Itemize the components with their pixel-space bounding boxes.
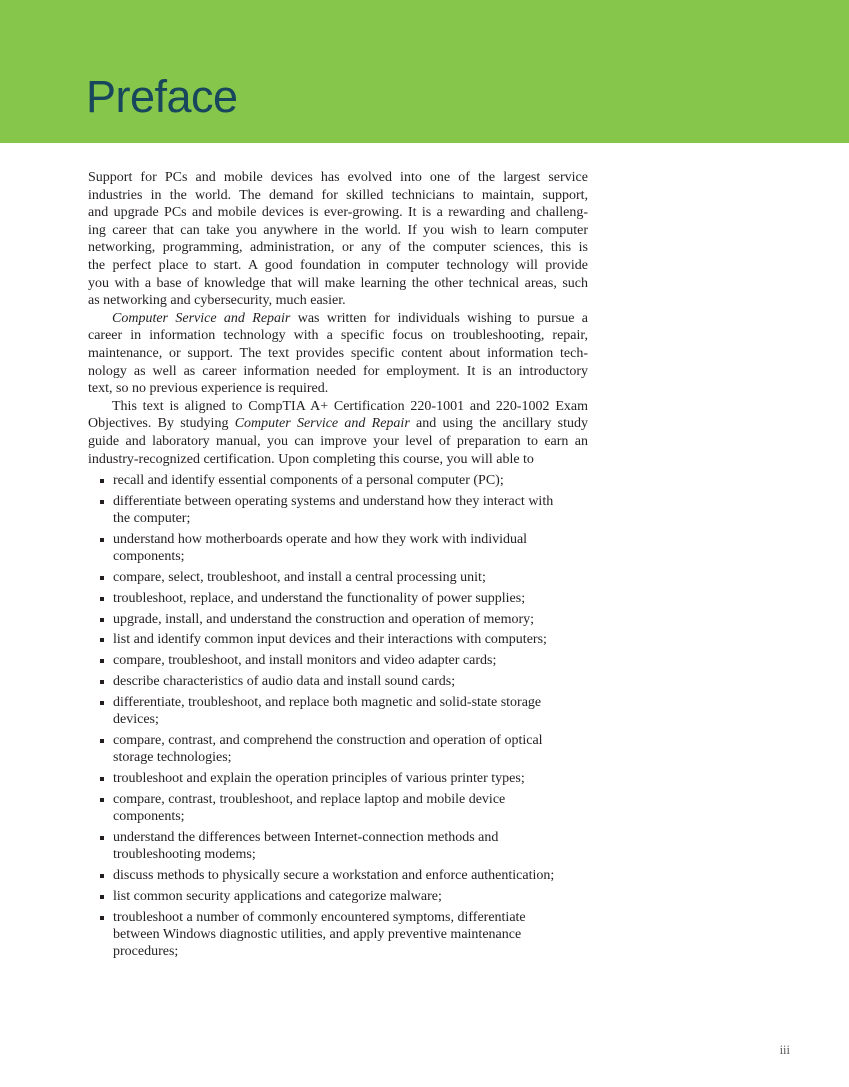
list-item bbox=[88, 694, 588, 729]
list-item bbox=[88, 673, 588, 690]
list-item-line: differentiate between operating systems and understand how they interact with bbox=[113, 493, 554, 509]
square-bullet-icon bbox=[100, 618, 104, 622]
list-item-line: understand the differences between Internet-connection methods and bbox=[113, 829, 499, 845]
list-item-line: upgrade, install, and understand the construction and operation of memory; bbox=[113, 611, 535, 627]
list-item-line: describe characteristics of audio data and install sound cards; bbox=[113, 674, 456, 690]
paragraph-line: text, so no previous experience is required. bbox=[88, 381, 329, 397]
paragraph-line: career in information technology with a specific focus on troubleshooting, repair, bbox=[88, 328, 588, 344]
page-number: iii bbox=[779, 1043, 790, 1057]
list-item-text bbox=[113, 611, 534, 628]
list-item-text bbox=[113, 631, 547, 648]
list-item-line: discuss methods to physically secure a workstation and enforce authentication; bbox=[113, 868, 555, 884]
list-item bbox=[88, 493, 588, 528]
list-item-text bbox=[113, 867, 554, 884]
paragraph-line: networking, programming, administration, or any of the computer sciences, this is bbox=[88, 240, 588, 256]
square-bullet-icon bbox=[100, 638, 104, 642]
list-item bbox=[88, 472, 588, 489]
paragraph-line: industries in the world. The demand for skilled technicians to maintain, support, bbox=[88, 187, 588, 203]
paragraph-line: guide and laboratory manual, you can improve your level of preparation to earn an bbox=[88, 433, 588, 449]
square-bullet-icon bbox=[100, 739, 104, 743]
list-item-line: troubleshoot a number of commonly encountered symptoms, differentiate bbox=[113, 909, 526, 925]
list-item-text bbox=[113, 770, 525, 787]
list-item bbox=[88, 652, 588, 669]
square-bullet-icon bbox=[100, 798, 104, 802]
list-item-line: devices; bbox=[113, 712, 159, 728]
chapter-header-band bbox=[0, 0, 849, 143]
list-item bbox=[88, 590, 588, 607]
list-item-text bbox=[113, 829, 498, 864]
square-bullet-icon bbox=[100, 701, 104, 705]
list-item bbox=[88, 770, 588, 787]
list-item-text bbox=[113, 652, 496, 669]
list-item-line: compare, contrast, troubleshoot, and replace laptop and mobile device bbox=[113, 791, 506, 807]
square-bullet-icon bbox=[100, 500, 104, 504]
list-item bbox=[88, 732, 588, 767]
list-item-line: troubleshoot, replace, and understand the functionality of power supplies; bbox=[113, 590, 526, 606]
paragraph-line: Computer Service and Repair was written for individuals wishing to pursue a bbox=[112, 310, 588, 326]
list-item bbox=[88, 531, 588, 566]
square-bullet-icon bbox=[100, 836, 104, 840]
list-item-text bbox=[113, 673, 455, 690]
paragraph-line: Objectives. By studying Computer Service and Repair and using the ancillary study bbox=[88, 416, 589, 432]
paragraph-line: you with a base of knowledge that will make learning the other technical areas, such bbox=[88, 275, 588, 291]
paragraph-line: maintenance, or support. The text provides specific content about information tech- bbox=[88, 345, 588, 361]
list-item-text bbox=[113, 472, 504, 489]
square-bullet-icon bbox=[100, 659, 104, 663]
paragraph-line: the perfect place to start. A good foundation in computer technology will provide bbox=[88, 257, 588, 273]
square-bullet-icon bbox=[100, 479, 104, 483]
list-item-text bbox=[113, 590, 525, 607]
list-item-line: differentiate, troubleshoot, and replace both magnetic and solid-state storage bbox=[113, 694, 542, 710]
list-item-text bbox=[113, 791, 505, 826]
list-item-text bbox=[113, 732, 543, 767]
list-item-line: compare, select, troubleshoot, and install a central processing unit; bbox=[113, 570, 486, 586]
paragraph-line: industry-recognized certification. Upon completing this course, you will able to bbox=[88, 451, 534, 467]
list-item-line: troubleshoot and explain the operation principles of various printer types; bbox=[113, 771, 525, 787]
list-item bbox=[88, 867, 588, 884]
list-item bbox=[88, 829, 588, 864]
square-bullet-icon bbox=[100, 538, 104, 542]
page-title: Preface bbox=[86, 71, 238, 122]
list-item-line: components; bbox=[113, 549, 185, 565]
list-item bbox=[88, 631, 588, 648]
list-item-line: compare, contrast, and comprehend the construction and operation of optical bbox=[113, 732, 543, 748]
square-bullet-icon bbox=[100, 895, 104, 899]
list-item-text bbox=[113, 694, 541, 729]
list-item bbox=[88, 569, 588, 586]
list-item bbox=[88, 791, 588, 826]
square-bullet-icon bbox=[100, 597, 104, 601]
list-item-line: recall and identify essential components of a personal computer (PC); bbox=[113, 473, 504, 489]
list-item-text bbox=[113, 888, 442, 905]
list-item-line: list common security applications and categorize malware; bbox=[113, 888, 442, 904]
square-bullet-icon bbox=[100, 874, 104, 878]
square-bullet-icon bbox=[100, 916, 104, 920]
list-item-line: compare, troubleshoot, and install monitors and video adapter cards; bbox=[113, 653, 497, 669]
list-item-text bbox=[113, 569, 486, 586]
list-item-line: components; bbox=[113, 809, 185, 825]
list-item-text bbox=[113, 531, 527, 566]
list-item-line: troubleshooting modems; bbox=[113, 847, 256, 863]
paragraph-line: This text is aligned to CompTIA A+ Certification 220-1001 and 220-1002 Exam bbox=[112, 398, 588, 414]
objectives-list bbox=[88, 472, 588, 960]
square-bullet-icon bbox=[100, 680, 104, 684]
list-item-line: the computer; bbox=[113, 511, 191, 527]
square-bullet-icon bbox=[100, 777, 104, 781]
list-item-line: storage technologies; bbox=[113, 750, 232, 766]
paragraph-line: ing career that can take you anywhere in the world. If you wish to learn computer bbox=[88, 222, 588, 238]
paragraph-line: nology as well as career information needed for employment. It is an introductory bbox=[88, 363, 588, 379]
list-item-line: list and identify common input devices and their interactions with computers; bbox=[113, 632, 547, 648]
paragraph-line: and upgrade PCs and mobile devices is ever-growing. It is a rewarding and challeng- bbox=[88, 205, 588, 221]
list-item bbox=[88, 611, 588, 628]
square-bullet-icon bbox=[100, 576, 104, 580]
preface-body bbox=[88, 169, 588, 961]
list-item bbox=[88, 909, 588, 961]
list-item-line: understand how motherboards operate and how they work with individual bbox=[113, 531, 528, 547]
paragraph-line: Support for PCs and mobile devices has evolved into one of the largest service bbox=[88, 170, 588, 185]
paragraph-block bbox=[88, 169, 588, 468]
list-item-text bbox=[113, 909, 526, 961]
list-item-text bbox=[113, 493, 553, 528]
list-item bbox=[88, 888, 588, 905]
paragraph-line: as networking and cybersecurity, much easier. bbox=[88, 293, 346, 309]
list-item-line: procedures; bbox=[113, 944, 179, 960]
list-item-line: between Windows diagnostic utilities, and apply preventive maintenance bbox=[113, 926, 522, 942]
